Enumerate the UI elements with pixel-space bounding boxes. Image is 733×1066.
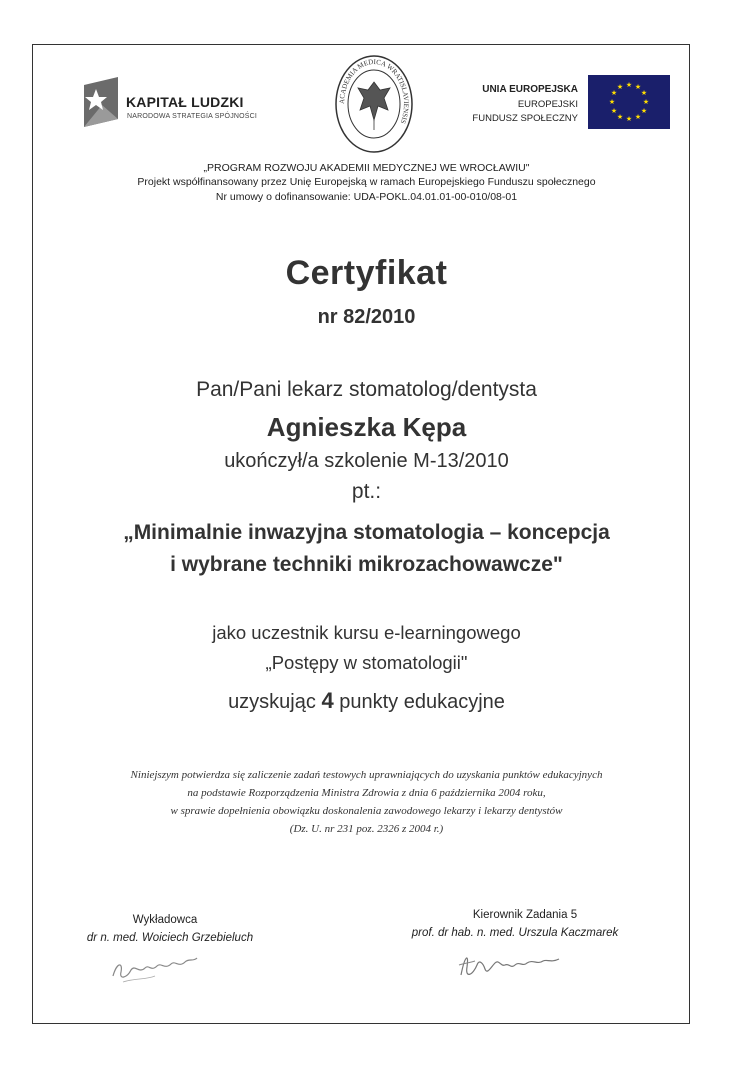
legal-line2: na podstawie Rozporządzenia Ministra Zdrowia z dnia 6 października 2004 roku, [187,787,546,799]
course-title-line1: „Minimalnie inwazyjna stomatologia – koncepcja [123,521,610,544]
svg-text:★: ★ [640,107,648,115]
kapital-ludzki-subtitle: NARODOWA STRATEGIA SPÓJNOŚCI [127,113,258,120]
points-value: 4 [321,688,334,713]
program-agreement: Nr umowy o dofinansowanie: UDA-POKL.04.01.01-00-010/08-01 [215,191,518,203]
svg-text:★: ★ [616,113,624,121]
program-title: „PROGRAM ROZWOJU AKADEMII MEDYCZNEJ WE WROCŁAWIU" [203,162,530,174]
seal-text: ACADEMIA MEDICA WRATISLAVIENSIS [337,57,411,125]
head-name: prof. dr hab. n. med. Urszula Kaczmarek [411,927,619,939]
svg-text:★: ★ [642,98,650,106]
svg-text:★: ★ [625,115,633,123]
certificate-number: nr 82/2010 [317,306,416,328]
legal-line1: Niniejszym potwierdza się zaliczenie zadań testowych uprawniających do uzyskania punktów edukacyjnych [130,769,603,781]
legal-line3: w sprawie dopełnienia obowiązku doskonalenia zawodowego lekarzy i lekarzy dentystów [170,805,563,817]
participation-line1: jako uczestnik kursu e-learningowego [212,622,521,643]
svg-text:★: ★ [610,107,618,115]
legal-line4: (Dz. U. nr 231 poz. 2326 z 2004 r.) [289,823,444,835]
head-signature [455,945,570,985]
lecturer-signature [105,948,205,988]
svg-text:★: ★ [634,113,642,121]
eu-title: UNIA EUROPEJSKA [482,84,578,95]
recipient-name: Agnieszka Kępa [266,412,467,442]
certificate-title: Certyfikat [285,254,448,292]
head-role: Kierownik Zadania 5 [472,909,578,921]
svg-text:★: ★ [608,98,616,106]
recipient-title: Pan/Pani lekarz stomatolog/dentysta [196,378,537,401]
program-cofinance: Projekt współfinansowany przez Unię Europejską w ramach Europejskiego Funduszu społecznego [137,176,596,188]
kapital-ludzki-title: KAPITAŁ LUDZKI [126,94,244,110]
lecturer-name: dr n. med. Woiciech Grzebieluch [86,932,254,944]
points-after: punkty edukacyjne [333,691,505,713]
eu-flag [588,75,670,129]
pt-label: pt.: [351,480,382,503]
svg-text:★: ★ [610,89,618,97]
svg-text:★: ★ [634,83,642,91]
completion-text: ukończył/a szkolenie M-13/2010 [224,450,509,472]
eu-subtitle-1: EUROPEJSKI [517,99,578,110]
svg-text:★: ★ [640,89,648,97]
eu-subtitle-2: FUNDUSZ SPOŁECZNY [472,113,578,124]
university-seal [334,54,414,154]
course-title-line2: i wybrane techniki mikrozachowawcze" [170,553,563,576]
svg-text:★: ★ [616,83,624,91]
svg-text:★: ★ [625,81,633,89]
kapital-ludzki-logo [82,75,122,129]
participation-line2: „Postępy w stomatologii" [265,652,468,673]
lecturer-role: Wykładowca [132,914,198,926]
points-before: uzyskując [228,691,322,713]
points-line [0,688,733,714]
